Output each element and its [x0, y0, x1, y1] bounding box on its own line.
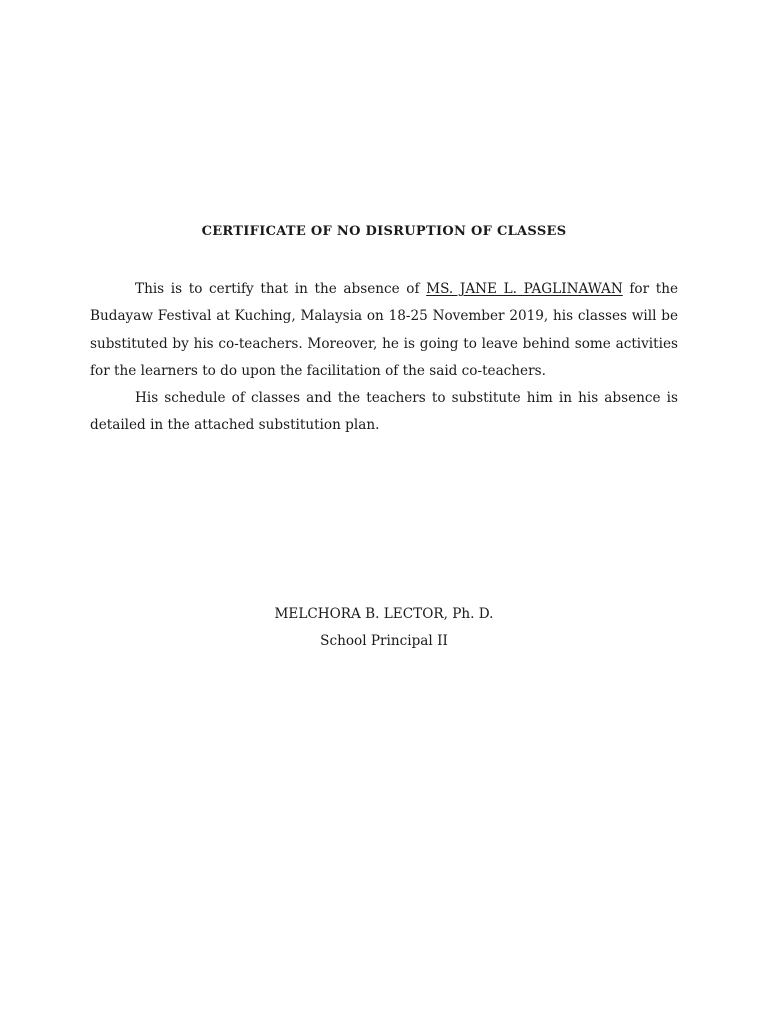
paragraph-schedule: His schedule of classes and the teachers to substitute him in his absence is detailed in the attached substitution plan. — [90, 390, 678, 434]
paragraph-certification — [90, 276, 678, 385]
paragraph-1-rest: for the Budayaw Festival at Kuching, Malaysia on 18-25 November 2019, his classes will be substituted by his co-teachers. Moreover, he is going to leave behind some activities for the learners to do upon the facilitation of the said co-teachers. — [90, 281, 678, 379]
certificate-title: CERTIFICATE OF NO DISRUPTION OF CLASSES — [201, 224, 567, 239]
signatory-name: MELCHORA B. LECTOR, Ph. D. — [274, 606, 494, 622]
paragraph-1-intro: This is to certify that in the absence of — [135, 281, 427, 297]
teacher-name: MS. JANE L. PAGLINAWAN — [426, 281, 623, 297]
certificate-body — [90, 276, 678, 440]
signatory-position: School Principal II — [320, 633, 448, 649]
